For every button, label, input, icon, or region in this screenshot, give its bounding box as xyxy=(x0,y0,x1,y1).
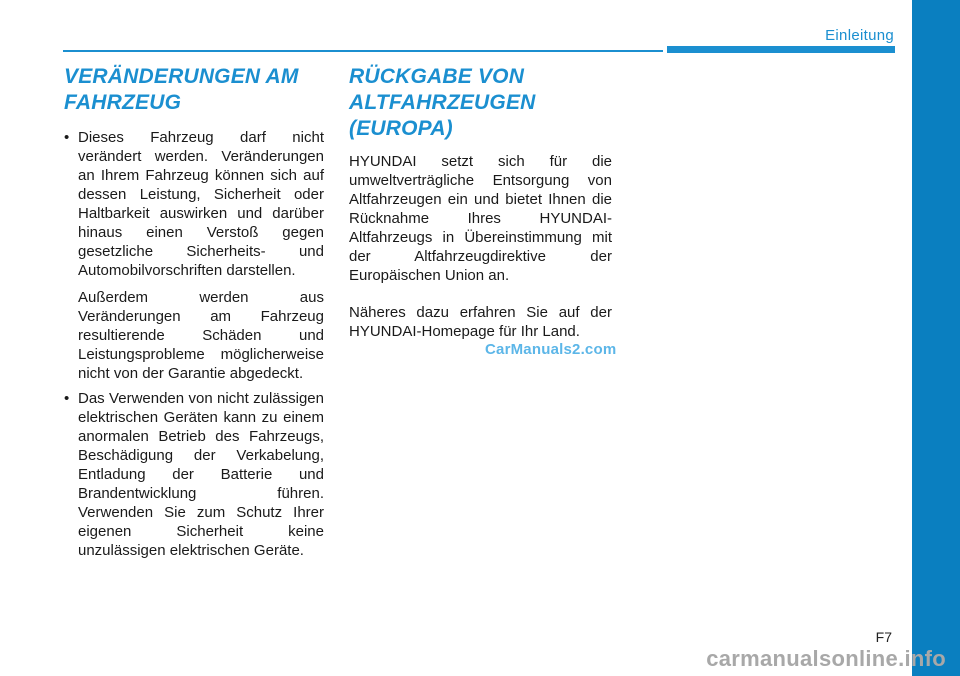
bullet-paragraph: • Das Verwenden von nicht zulässigen elektrischen Geräten kann zu einem anormalen Betrieb des Fahrzeugs, Beschädigung der Verkabelung, Entladung der Batterie und Brandentwicklung führen. Verwenden Sie zum Schutz Ihrer eigenen Sicherheit keine unzulässigen elektrischen Geräte. xyxy=(78,390,324,559)
footer-watermark: carmanualsonline.info xyxy=(706,646,946,671)
left-column xyxy=(64,64,324,566)
body-paragraph: HYUNDAI setzt sich für die umweltverträgliche Entsorgung von Altfahrzeugen ein und bietet Ihnen die Rücknahme Ihres HYUNDAI-Altfahrzeugs in Übereinstimmung mit der Altfahrzeugdirektive der Europäischen Union an. xyxy=(349,153,612,284)
header-rule-accent xyxy=(667,46,895,53)
page-number: F7 xyxy=(875,629,892,645)
right-column xyxy=(349,64,612,359)
left-heading: VERÄNDERUNGEN AM FAHRZEUG xyxy=(64,65,299,114)
body-paragraph: Näheres dazu erfahren Sie auf der HYUNDAI-Homepage für Ihr Land. xyxy=(349,304,612,340)
right-heading: RÜCKGABE VON ALTFAHRZEUGEN (EUROPA) xyxy=(349,65,536,140)
watermark-text: CarManuals2.com xyxy=(485,341,617,358)
bullet-paragraph: • Dieses Fahrzeug darf nicht verändert werden. Veränderungen an Ihrem Fahrzeug können sich auf dessen Leistung, Sicherheit oder Haltbarkeit auswirken und darüber hinaus einen Verstoß gegen gesetzliche Sicherheits- und Automobilvorschriften darstellen. xyxy=(78,129,324,279)
section-side-tab xyxy=(912,0,960,676)
left-bullet-list xyxy=(64,128,324,560)
bullet-item-modifications xyxy=(64,128,324,383)
bullet-paragraph: Außerdem werden aus Veränderungen am Fahrzeug resultierende Schäden und Leistungsprobleme möglicherweise nicht von der Garantie abgedeckt. xyxy=(78,289,324,382)
header-rule xyxy=(63,50,663,52)
bullet-item-electrical-devices xyxy=(64,389,324,560)
section-title: Einleitung xyxy=(825,27,894,44)
